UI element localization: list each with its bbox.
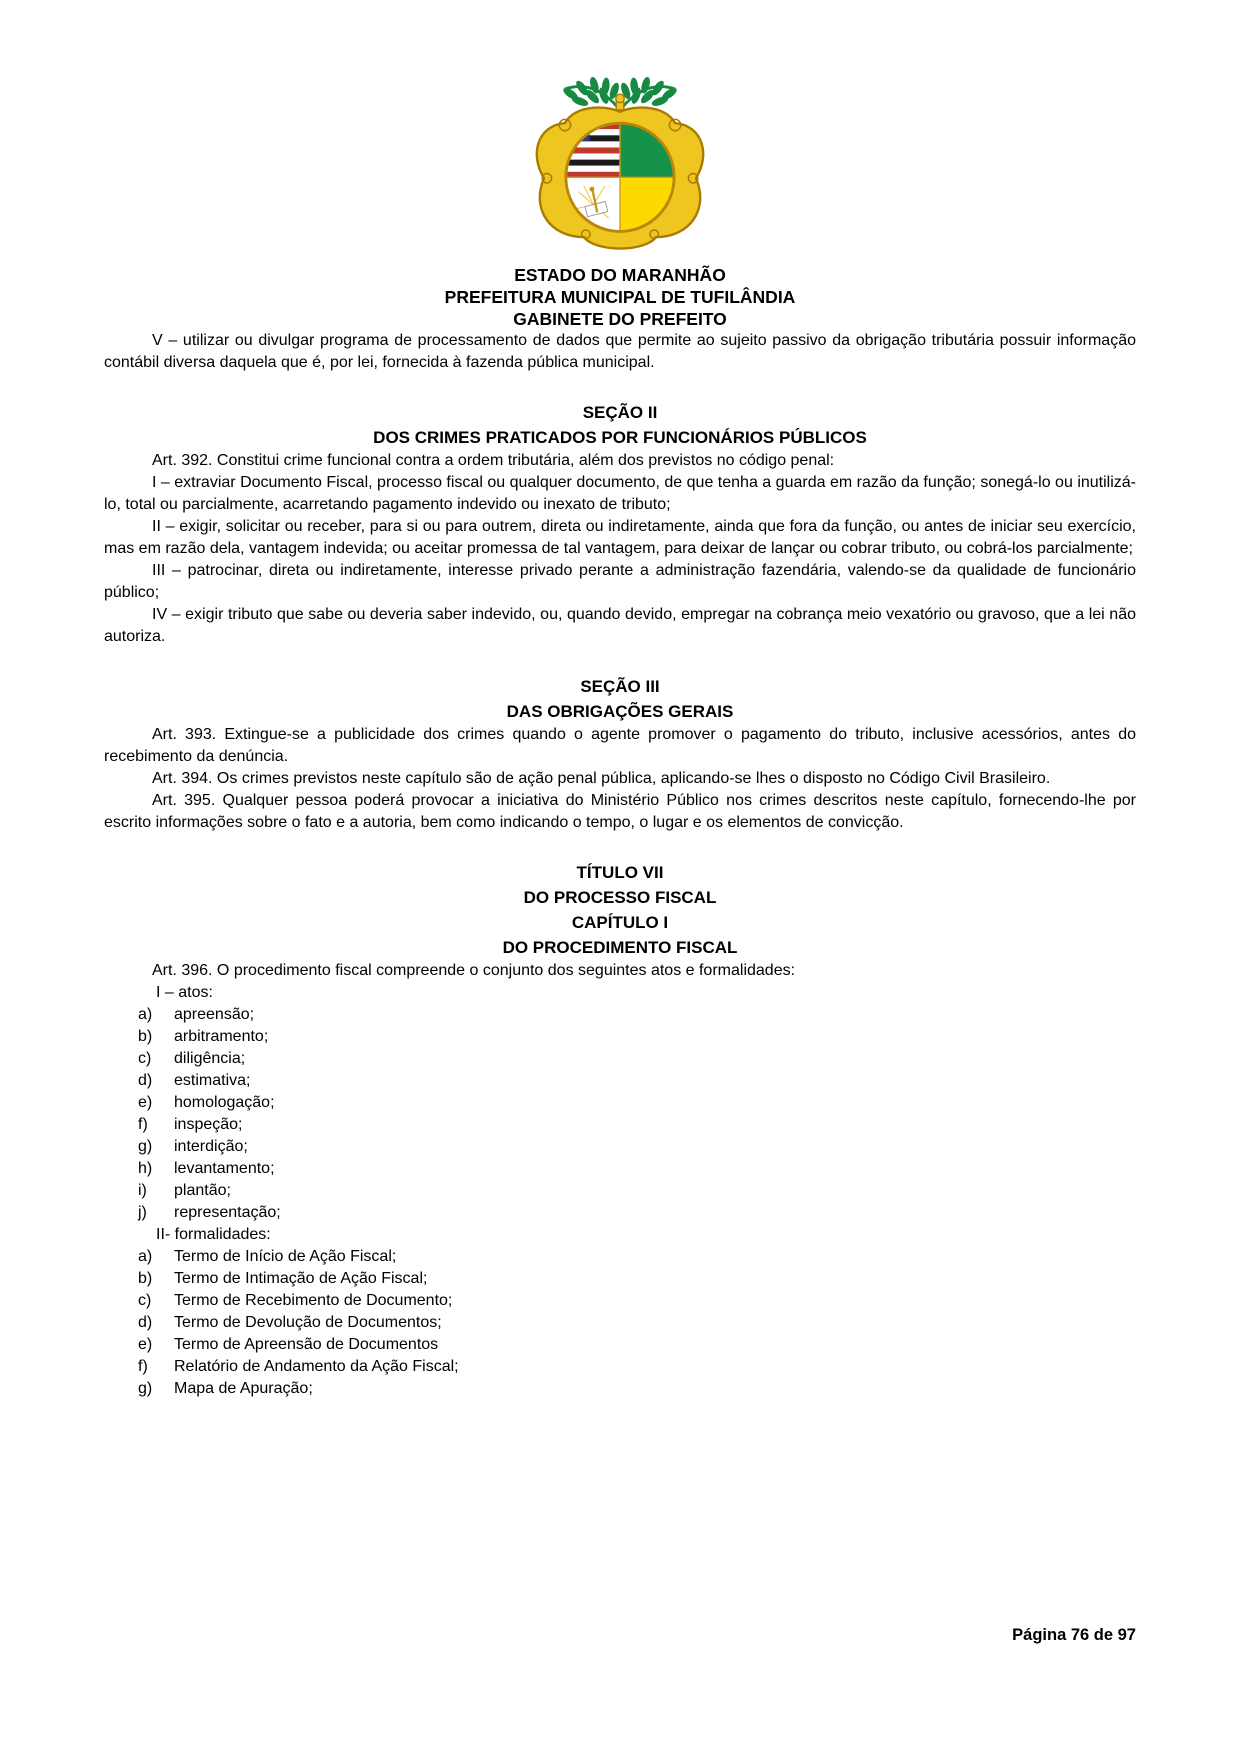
list-text: interdição;: [174, 1138, 248, 1155]
paragraph-art-395: Art. 395. Qualquer pessoa poderá provocar a iniciativa do Ministério Público nos crimes descritos neste capítulo, fornecendo-lhe por escrito informações sobre o fato e a autoria, bem como indicando o tempo, o lugar e os elementos de convicção.: [104, 792, 1136, 831]
section-2-subtitle: DOS CRIMES PRATICADOS POR FUNCIONÁRIOS PÚBLICOS: [373, 428, 867, 447]
list-item: [138, 1136, 1136, 1158]
title-7-line3: CAPÍTULO I: [571, 913, 669, 932]
page-number: Página 76 de 97: [1012, 1626, 1136, 1644]
section-3-title: SEÇÃO III: [580, 677, 660, 696]
list-text: Mapa de Apuração;: [174, 1380, 313, 1397]
paragraph-art-394: Art. 394. Os crimes previstos neste capítulo são de ação penal pública, aplicando-se lhes o disposto no Código Civil Brasileiro.: [152, 770, 1051, 787]
list-text: representação;: [174, 1204, 281, 1221]
list-marker: g): [138, 1138, 153, 1155]
list-marker: e): [138, 1336, 153, 1353]
list-text: levantamento;: [174, 1160, 275, 1177]
list-marker: c): [138, 1050, 152, 1067]
paragraph-inciso-i: I – extraviar Documento Fiscal, processo fiscal ou qualquer documento, de que tenha a guarda em razão da função; sonegá-lo ou inutilizá-lo, total ou parcialmente, acarretando pagamento indevido ou inexato de tributo;: [104, 474, 1136, 513]
list-text: Termo de Devolução de Documentos;: [174, 1314, 442, 1331]
list-text: Termo de Recebimento de Documento;: [174, 1292, 453, 1309]
paragraph-inciso-iii: III – patrocinar, direta ou indiretamente, interesse privado perante a administração fazendária, valendo-se da qualidade de funcionário público;: [104, 562, 1136, 601]
list-text: plantão;: [174, 1182, 231, 1199]
list-marker: f): [138, 1116, 148, 1133]
list-label-formalidades: II- formalidades:: [156, 1226, 271, 1243]
list-item: [138, 1202, 1136, 1224]
list-marker: c): [138, 1292, 152, 1309]
list-formalidades: [104, 1246, 1136, 1400]
list-item: [138, 1334, 1136, 1356]
list-label-atos: I – atos:: [156, 984, 213, 1001]
list-item: [138, 1114, 1136, 1136]
list-marker: d): [138, 1314, 153, 1331]
list-item: [138, 1268, 1136, 1290]
list-marker: d): [138, 1072, 153, 1089]
header-state: ESTADO DO MARANHÃO: [514, 265, 726, 285]
paragraph-art-393: Art. 393. Extingue-se a publicidade dos crimes quando o agente promover o pagamento do tributo, inclusive acessórios, antes do recebimento da denúncia.: [104, 726, 1136, 765]
title-7-line2: DO PROCESSO FISCAL: [523, 888, 717, 907]
section-2-title: SEÇÃO II: [582, 403, 658, 422]
list-item: [138, 1158, 1136, 1180]
list-item: [138, 1004, 1136, 1026]
list-marker: b): [138, 1270, 153, 1287]
list-text: diligência;: [174, 1050, 246, 1067]
list-marker: g): [138, 1380, 153, 1397]
list-text: Relatório de Andamento da Ação Fiscal;: [174, 1358, 459, 1375]
list-text: Termo de Apreensão de Documentos: [174, 1336, 439, 1353]
title-7-line4: DO PROCEDIMENTO FISCAL: [502, 938, 738, 957]
paragraph-art-396: Art. 396. O procedimento fiscal compreende o conjunto dos seguintes atos e formalidades:: [152, 962, 796, 979]
list-marker: h): [138, 1160, 153, 1177]
list-marker: b): [138, 1028, 153, 1045]
list-text: homologação;: [174, 1094, 275, 1111]
shield-disc-icon: [566, 123, 674, 231]
list-item: [138, 1048, 1136, 1070]
document-header: [104, 264, 1136, 330]
list-marker: j): [138, 1204, 147, 1221]
list-text: Termo de Início de Ação Fiscal;: [174, 1248, 397, 1265]
list-item: [138, 1312, 1136, 1334]
section-3-heading: [104, 674, 1136, 724]
title-7-heading: [104, 860, 1136, 960]
paragraph-inciso-ii: II – exigir, solicitar ou receber, para si ou para outrem, direta ou indiretamente, ainda que fora da função, ou antes de iniciar seu exercício, mas em razão dela, vantagem indevida; ou aceitar promessa de tal vantagem, para deixar de lançar ou cobrar tributo, ou cobrá-los parcialmente;: [104, 518, 1136, 557]
list-text: arbitramento;: [174, 1028, 269, 1045]
list-item: [138, 1378, 1136, 1400]
list-item: [138, 1092, 1136, 1114]
list-atos: [104, 1004, 1136, 1224]
list-item: [138, 1246, 1136, 1268]
paragraph-inciso-iv: IV – exigir tributo que sabe ou deveria saber indevido, ou, quando devido, empregar na cobrança meio vexatório ou gravoso, que a lei não autoriza.: [104, 606, 1136, 645]
list-text: inspeção;: [174, 1116, 243, 1133]
title-7-line1: TÍTULO VII: [576, 863, 664, 882]
list-marker: e): [138, 1094, 153, 1111]
header-municipality: PREFEITURA MUNICIPAL DE TUFILÂNDIA: [444, 287, 796, 307]
paragraph-art-392: Art. 392. Constitui crime funcional contra a ordem tributária, além dos previstos no código penal:: [152, 452, 835, 469]
list-item: [138, 1356, 1136, 1378]
list-marker: f): [138, 1358, 148, 1375]
crest-top-ornament-icon: [616, 94, 625, 110]
list-item: [138, 1026, 1136, 1048]
list-item: [138, 1180, 1136, 1202]
list-text: estimativa;: [174, 1072, 251, 1089]
list-text: Termo de Intimação de Ação Fiscal;: [174, 1270, 428, 1287]
list-item: [138, 1070, 1136, 1092]
list-marker: a): [138, 1248, 153, 1265]
list-item: [138, 1290, 1136, 1312]
document-body: [104, 330, 1136, 1400]
section-3-subtitle: DAS OBRIGAÇÕES GERAIS: [506, 702, 734, 721]
header-office: GABINETE DO PREFEITO: [513, 309, 727, 329]
list-marker: i): [138, 1182, 147, 1199]
coat-of-arms-icon: [515, 70, 725, 258]
section-2-heading: [104, 400, 1136, 450]
list-text: apreensão;: [174, 1006, 255, 1023]
list-marker: a): [138, 1006, 153, 1023]
paragraph-inciso-v: V – utilizar ou divulgar programa de processamento de dados que permite ao sujeito passivo da obrigação tributária possuir informação contábil diversa daquela que é, por lei, fornecida à fazenda pública municipal.: [104, 332, 1136, 371]
